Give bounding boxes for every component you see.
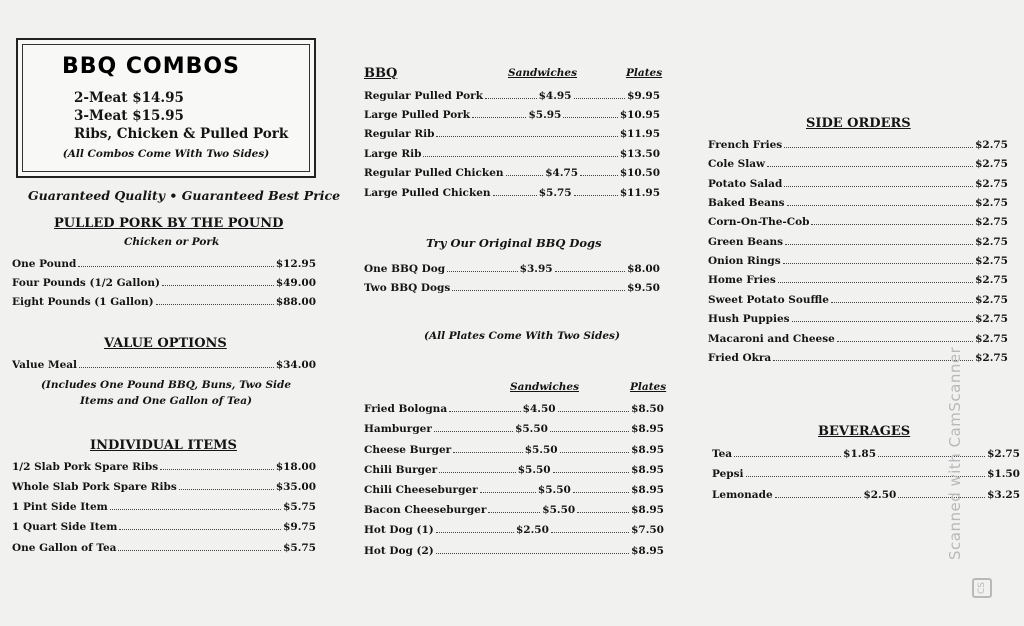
item-name: One Gallon of Tea <box>12 542 117 554</box>
item-name: Large Pulled Chicken <box>364 187 491 199</box>
item-price: $49.00 <box>275 277 316 289</box>
menu-item-row <box>364 280 660 294</box>
camscanner-logo-icon: CS <box>972 578 992 598</box>
sandwich-price: $5.75 <box>538 187 572 199</box>
menu-item-row <box>12 479 316 493</box>
item-name: Baked Beans <box>708 197 785 209</box>
item-name: Large Pulled Pork <box>364 109 471 121</box>
menu-item-row <box>12 294 316 308</box>
item-name: Hot Dog (1) <box>364 524 434 536</box>
item-price: $1.50 <box>987 468 1020 480</box>
menu-item-row <box>12 459 316 473</box>
value-options-heading: VALUE OPTIONS <box>104 336 227 351</box>
item-name: Four Pounds (1/2 Gallon) <box>12 277 160 289</box>
combo-line-3meat: 3-Meat $15.95 <box>74 108 184 124</box>
item-name: Lemonade <box>712 489 773 501</box>
item-name: Fried Okra <box>708 352 772 364</box>
menu-item-row <box>364 442 664 456</box>
combos-title: BBQ COMBOS <box>62 54 240 79</box>
pulled-pork-heading: PULLED PORK BY THE POUND <box>54 216 284 231</box>
individual-items-heading: INDIVIDUAL ITEMS <box>90 438 237 453</box>
plate-price: $10.50 <box>619 167 660 179</box>
plate-price: $8.95 <box>631 444 665 456</box>
item-name: Regular Pulled Pork <box>364 90 483 102</box>
menu-item-row <box>364 421 664 435</box>
plate-price: $9.50 <box>627 282 660 294</box>
item-name: Fried Bologna <box>364 403 448 415</box>
item-name: Corn-On-The-Cob <box>708 216 810 228</box>
plates-note: (All Plates Come With Two Sides) <box>424 330 620 342</box>
plate-price: $8.95 <box>631 423 664 435</box>
menu-item-row <box>364 107 660 121</box>
small-price: $1.85 <box>843 448 877 460</box>
pulled-pork-subheading: Chicken or Pork <box>124 236 220 248</box>
item-price: $2.75 <box>975 294 1008 306</box>
menu-item-row <box>12 499 316 513</box>
item-name: Hot Dog (2) <box>364 545 434 557</box>
sandwich-price: $3.95 <box>519 263 553 275</box>
item-price: $2.75 <box>975 255 1008 267</box>
plate-price: $8.95 <box>631 464 664 476</box>
sandwich-price: $4.95 <box>538 90 572 102</box>
item-name: Hamburger <box>364 423 432 435</box>
item-name: Tea <box>712 448 733 460</box>
item-name: 1/2 Slab Pork Spare Ribs <box>12 461 159 473</box>
bbq-col-sandwiches: Sandwiches <box>508 67 578 79</box>
item-price: $12.95 <box>275 258 316 270</box>
menu-item-row <box>364 165 660 179</box>
bbq-combos-box <box>16 38 316 178</box>
menu-item-row <box>12 519 316 533</box>
bbq-col-plates: Plates <box>626 67 663 79</box>
plate-price: $8.95 <box>631 504 664 516</box>
item-price: $2.75 <box>975 158 1008 170</box>
small-price: $2.50 <box>863 489 897 501</box>
item-price: $18.00 <box>275 461 316 473</box>
menu-item-row <box>712 446 1020 460</box>
bbq-dogs-heading: Try Our Original BBQ Dogs <box>426 236 602 250</box>
item-price: $5.75 <box>283 501 316 513</box>
menu-item-row <box>364 502 664 516</box>
grill-col-sandwiches: Sandwiches <box>510 381 580 393</box>
menu-item-row <box>708 137 1008 151</box>
item-name: Bacon Cheeseburger <box>364 504 487 516</box>
item-name: Chili Burger <box>364 464 438 476</box>
plate-price: $11.95 <box>619 187 660 199</box>
beverages-heading: BEVERAGES <box>818 424 911 439</box>
item-price: $34.00 <box>275 359 316 371</box>
item-price: $2.75 <box>975 197 1008 209</box>
item-name: Two BBQ Dogs <box>364 282 451 294</box>
scanner-watermark: Scanned with CamScanner <box>946 346 964 560</box>
item-price: $3.25 <box>987 489 1021 501</box>
item-price: $2.75 <box>975 274 1008 286</box>
menu-item-row <box>364 482 664 496</box>
menu-item-row <box>12 275 316 289</box>
item-name: Cheese Burger <box>364 444 452 456</box>
plate-price: $8.95 <box>631 484 664 496</box>
menu-item-row <box>708 195 1008 209</box>
item-name: Potato Salad <box>708 178 783 190</box>
combo-line-2meat: 2-Meat $14.95 <box>74 90 184 106</box>
menu-item-row <box>708 214 1008 228</box>
menu-item-row <box>364 401 664 415</box>
plate-price: $8.50 <box>631 403 664 415</box>
item-name: Value Meal <box>12 359 78 371</box>
sandwich-price: $2.50 <box>516 524 549 536</box>
menu-item-row <box>712 466 1020 480</box>
item-name: Regular Pulled Chicken <box>364 167 504 179</box>
menu-item-row <box>708 156 1008 170</box>
sandwich-price: $4.75 <box>545 167 579 179</box>
item-name: One BBQ Dog <box>364 263 446 275</box>
tagline: Guaranteed Quality • Guaranteed Best Price <box>28 188 341 203</box>
item-name: Whole Slab Pork Spare Ribs <box>12 481 177 493</box>
item-name: 1 Pint Side Item <box>12 501 108 513</box>
menu-item-row <box>364 543 664 557</box>
item-price: $88.00 <box>275 296 316 308</box>
bbq-heading: BBQ <box>364 66 398 81</box>
menu-item-row <box>12 256 316 270</box>
item-price: $2.75 <box>975 333 1008 345</box>
item-price: $9.75 <box>283 521 316 533</box>
item-name: Hush Puppies <box>708 313 790 325</box>
sandwich-price: $5.50 <box>542 504 576 516</box>
combos-note: (All Combos Come With Two Sides) <box>62 148 270 160</box>
plate-price: $13.50 <box>619 148 660 160</box>
item-name: Green Beans <box>708 236 784 248</box>
item-price: $2.75 <box>975 216 1008 228</box>
item-name: Pepsi <box>712 468 744 480</box>
item-name: Regular Rib <box>364 128 435 140</box>
value-meal-note: (Includes One Pound BBQ, Buns, Two Side Items and One Gallon of Tea) <box>40 379 292 407</box>
item-price: $2.75 <box>975 139 1008 151</box>
item-name: Macaroni and Cheese <box>708 333 835 345</box>
menu-item-row <box>364 126 660 140</box>
plate-price: $8.00 <box>627 263 660 275</box>
plate-price: $8.95 <box>631 545 664 557</box>
sandwich-price: $5.50 <box>537 484 571 496</box>
menu-item-row <box>364 185 660 199</box>
item-price: $2.75 <box>987 448 1020 460</box>
menu-item-row <box>12 540 316 554</box>
menu-item-row <box>708 176 1008 190</box>
menu-item-row <box>12 357 316 371</box>
menu-item-row <box>364 88 660 102</box>
plate-price: $10.95 <box>619 109 660 121</box>
plate-price: $9.95 <box>627 90 661 102</box>
side-orders-heading: SIDE ORDERS <box>806 116 911 131</box>
item-price: $2.75 <box>975 352 1008 364</box>
item-price: $5.75 <box>283 542 316 554</box>
sandwich-price: $5.50 <box>524 444 558 456</box>
menu-item-row <box>364 522 664 536</box>
item-price: $2.75 <box>975 178 1008 190</box>
item-price: $35.00 <box>275 481 316 493</box>
sandwich-price: $4.50 <box>522 403 556 415</box>
menu-item-row <box>712 487 1020 501</box>
grill-col-plates: Plates <box>630 381 667 393</box>
combo-line-meats: Ribs, Chicken & Pulled Pork <box>74 126 289 142</box>
item-name: Cole Slaw <box>708 158 766 170</box>
sandwich-price: $5.95 <box>528 109 562 121</box>
item-price: $2.75 <box>975 236 1008 248</box>
item-name: 1 Quart Side Item <box>12 521 118 533</box>
plate-price: $11.95 <box>619 128 660 140</box>
menu-item-row <box>364 261 660 275</box>
item-name: Onion Rings <box>708 255 781 267</box>
item-name: Eight Pounds (1 Gallon) <box>12 296 154 308</box>
item-name: Home Fries <box>708 274 776 286</box>
plate-price: $7.50 <box>631 524 664 536</box>
item-name: Sweet Potato Souffle <box>708 294 829 306</box>
item-price: $2.75 <box>975 313 1008 325</box>
menu-item-row <box>364 462 664 476</box>
item-name: Chili Cheeseburger <box>364 484 478 496</box>
sandwich-price: $5.50 <box>515 423 548 435</box>
item-name: French Fries <box>708 139 783 151</box>
sandwich-price: $5.50 <box>517 464 551 476</box>
item-name: Large Rib <box>364 148 422 160</box>
menu-item-row <box>364 146 660 160</box>
item-name: One Pound <box>12 258 77 270</box>
